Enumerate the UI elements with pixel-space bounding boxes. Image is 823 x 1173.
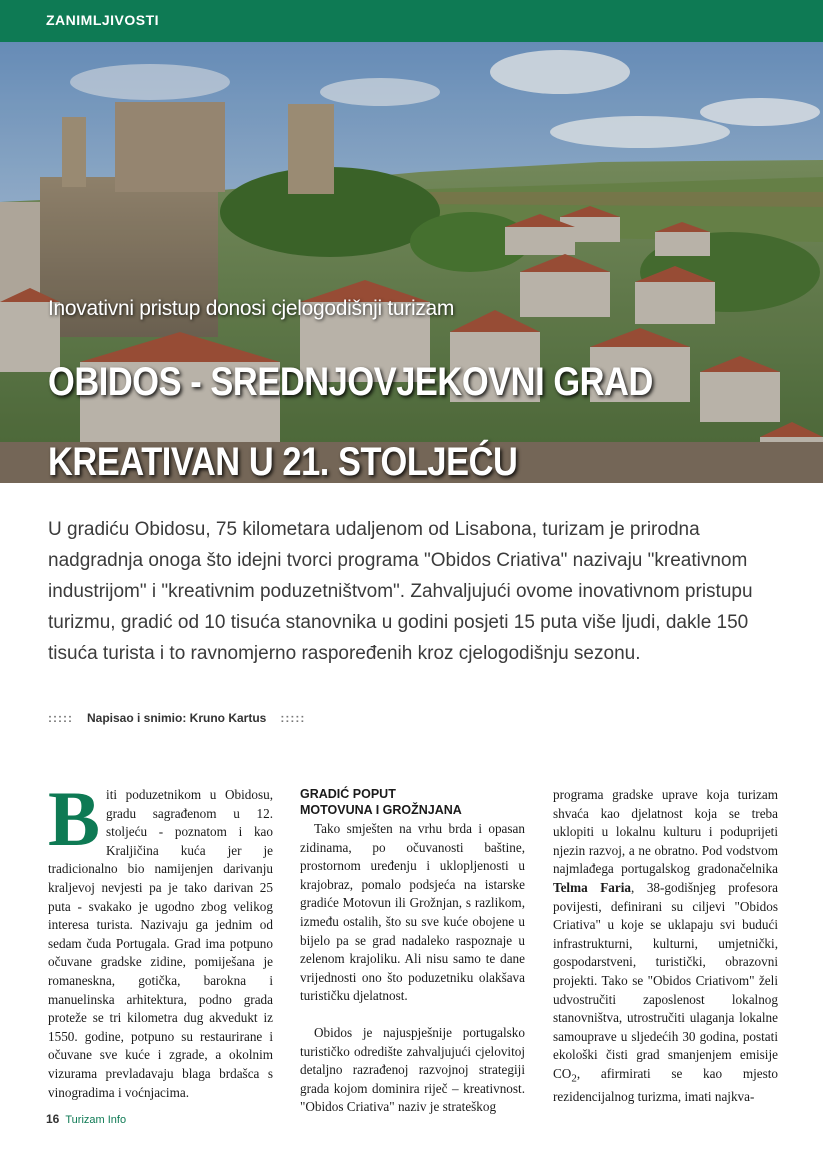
hero-photo bbox=[0, 42, 823, 483]
byline-text: Napisao i snimio: Kruno Kartus bbox=[86, 711, 267, 725]
article-title-line-2: KREATIVAN U 21. STOLJEĆU bbox=[48, 440, 518, 483]
article-lead: U gradiću Obidosu, 75 kilometara udaljenom od Lisabona, turizam je prirodna nadgradnja onoga što idejni tvorci programa "Obidos Criativa" nazivaju "kreativnom industrijom" i "kreativnim poduzetništvom". Zahvaljujući ovome inovativnom pristupu turizmu, gradić od 10 tisuća stanovnika u godini posjeti 15 puta više ljudi, dakle 150 tisuća turista i to ravnomjerno raspoređenih kroz cjelogodišnju sezonu. bbox=[48, 519, 753, 664]
drop-cap: B bbox=[48, 775, 101, 862]
page-number: 16 bbox=[46, 1112, 60, 1126]
obidos-town-photo bbox=[0, 42, 823, 483]
column-3-text-c: , afirmirati se kao mjesto rezidencijalnog turizma, imati najkva- bbox=[553, 1065, 778, 1105]
subheading bbox=[300, 786, 525, 818]
column-3-text-b: , 38-godišnjeg profesora povijesti, definirani su ciljevi "Obidos Criativa" u koje se uklapaju svi budući infrastrukturni, kulturni, umjetnički, gospodarstveni, turistički, obrazovni projekti. Tako se "Obidos Criativom" želi udvostručiti zaposlenost lokalnog stanovništva, utrostručiti ulaganja lokalne samouprave u sljedećih 30 godina, postati ekološki čisti grad smanjenjem emisije CO bbox=[553, 879, 778, 1081]
mayor-name: Telma Faria bbox=[553, 879, 631, 895]
article-kicker: Inovativni pristup donosi cjelogodišnji turizam bbox=[48, 297, 455, 320]
column-1-body: iti poduzetnikom u Obidosu, gradu sagrađenom u 12. stoljeću - poznatom i kao Kraljičina kuća jer je tradicionalno bio namijenjen darivanju kraljevoj nevjesti pa je tako darivan 25 puta - svakako je ugodno zbog velikog interesa turista. Nazivaju ga jednim od sedam čuda Portugala. Grad ima potpuno očuvane gradske zidine, pomiješana je romaneskna, gotička, barokna i manuelinska arhitektura, podno grada proteže se tri kilometra dug akvedukt iz 1550. godine, potpuno su restaurirane i očuvane sve kuće i zgrade, a okolnim vizurama prevladavaju blaga brdašca s vinogradima i voćnjacima. bbox=[48, 787, 273, 1100]
co2-subscript: 2 bbox=[571, 1072, 577, 1085]
article-column-2 bbox=[300, 786, 525, 1117]
byline-dots-left: ::::: bbox=[48, 711, 73, 725]
byline-dots-right: ::::: bbox=[280, 711, 306, 725]
article-column-1 bbox=[48, 775, 273, 1102]
page-footer bbox=[46, 1112, 126, 1126]
section-bar bbox=[0, 0, 823, 42]
section-label: ZANIMLJIVOSTI bbox=[46, 12, 160, 28]
subheading-line-2: MOTOVUNA I GROŽNJANA bbox=[300, 803, 462, 817]
column-3-text-a: programa gradske uprave koja turizam shvaća kao djelatnost koja se treba uklopiti u lokalnu kulturu i poduprijeti njezin razvoj, a ne obratno. Pod vodstvom najmlađega portugalskog gradonačelnika bbox=[553, 787, 778, 877]
article-title-line-1: OBIDOS - SREDNJOVJEKOVNI GRAD bbox=[48, 360, 653, 404]
subheading-line-1: GRADIĆ POPUT bbox=[300, 787, 396, 801]
column-3-paragraph bbox=[553, 786, 778, 1107]
byline bbox=[48, 711, 305, 725]
column-2-paragraph-2: Obidos je najuspješnije portugalsko turističko odredište zahvaljujući cjelovitoj detaljno razrađenoj razvojnoj strategiji grada kojom dominira riječ – kreativnost. "Obidos Criativa" naziv je strateškog bbox=[300, 1024, 525, 1115]
article-column-3 bbox=[553, 786, 778, 1107]
column-2-paragraph-1: Tako smješten na vrhu brda i opasan zidinama, po očuvanosti baštine, prostornom uređenju i uklopljenosti u krajobraz, pomalo podsjeća na istarske gradiće Motovun ili Grožnjan, s razlikom, između ostalih, što su sve kuće obojene u bijelo pa se grad nadaleko raspoznaje u zelenom krajoliku. Ali nisu samo te dane vrijednosti ono što poduzetniku olakšava turističku djelatnost. bbox=[300, 821, 525, 1004]
magazine-name: Turizam Info bbox=[65, 1114, 127, 1126]
